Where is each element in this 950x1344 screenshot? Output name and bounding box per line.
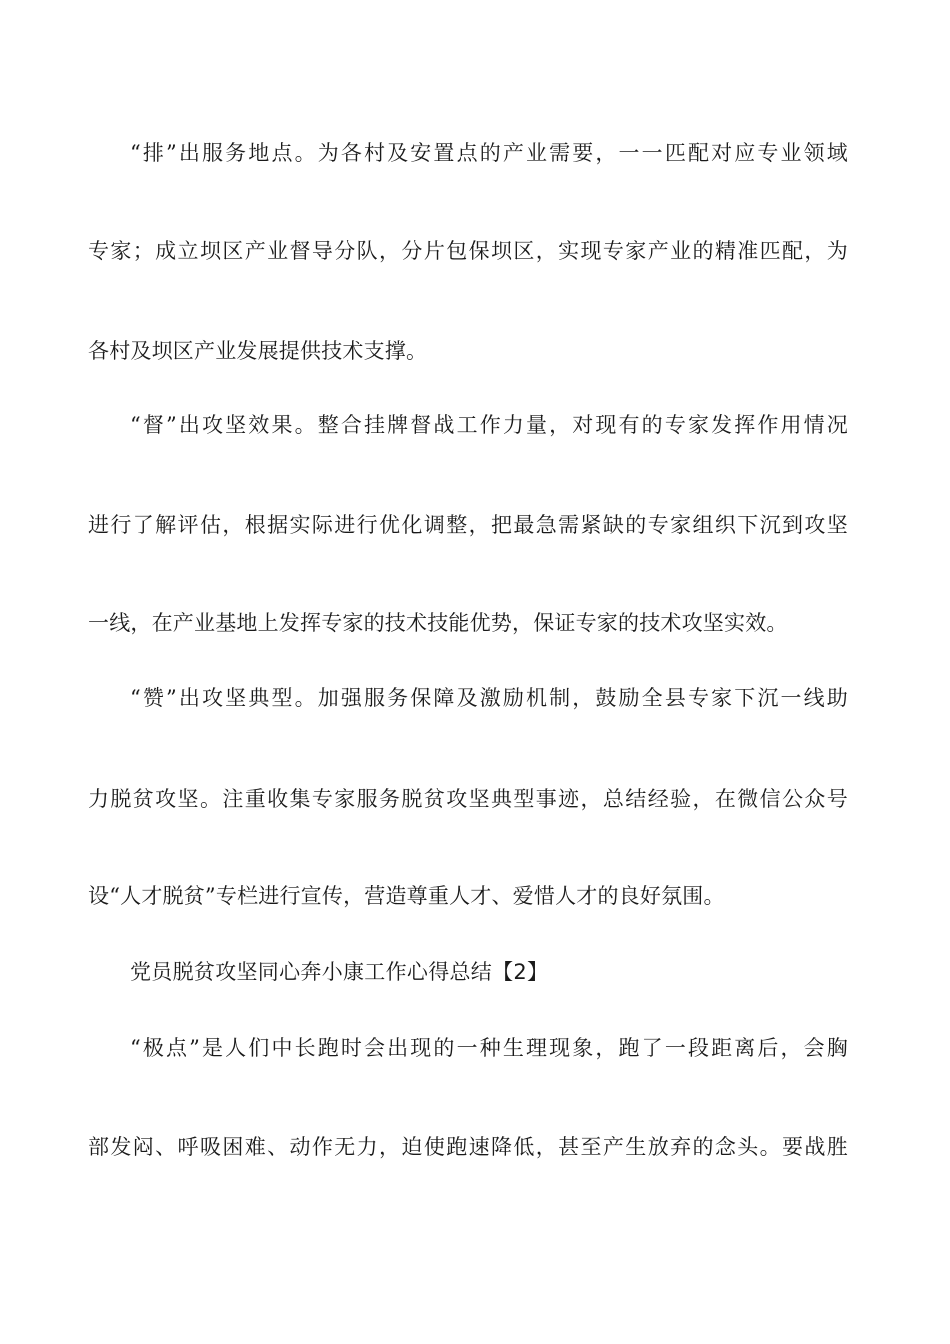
paragraph-1-line-2: 专家；成立坝区产业督导分队，分片包保坝区，实现专家产业的精准匹配，为	[88, 239, 848, 263]
paragraph-4-line-1: “极点”是人们中长跑时会出现的一种生理现象，跑了一段距离后，会胸	[130, 1036, 848, 1060]
paragraph-1-line-3: 各村及坝区产业发展提供技术支撑。	[88, 339, 428, 363]
paragraph-3-line-2: 力脱贫攻坚。注重收集专家服务脱贫攻坚典型事迹，总结经验，在微信公众号	[88, 787, 848, 811]
paragraph-1-line-1: “排”出服务地点。为各村及安置点的产业需要，一一匹配对应专业领域	[130, 141, 848, 165]
paragraph-3-line-1: “赞”出攻坚典型。加强服务保障及激励机制，鼓励全县专家下沉一线助	[130, 686, 848, 710]
paragraph-2-line-1: “督”出攻坚效果。整合挂牌督战工作力量，对现有的专家发挥作用情况	[130, 413, 848, 437]
paragraph-2-line-3: 一线，在产业基地上发挥专家的技术技能优势，保证专家的技术攻坚实效。	[88, 611, 788, 635]
paragraph-3-line-3: 设“人才脱贫”专栏进行宣传，营造尊重人才、爱惜人才的良好氛围。	[88, 884, 725, 908]
paragraph-2-line-2: 进行了解评估，根据实际进行优化调整，把最急需紧缺的专家组织下沉到攻坚	[88, 513, 848, 537]
paragraph-4-line-2: 部发闷、呼吸困难、动作无力，迫使跑速降低，甚至产生放弃的念头。要战胜	[88, 1135, 848, 1159]
section-heading: 党员脱贫攻坚同心奔小康工作心得总结【2】	[130, 960, 549, 984]
